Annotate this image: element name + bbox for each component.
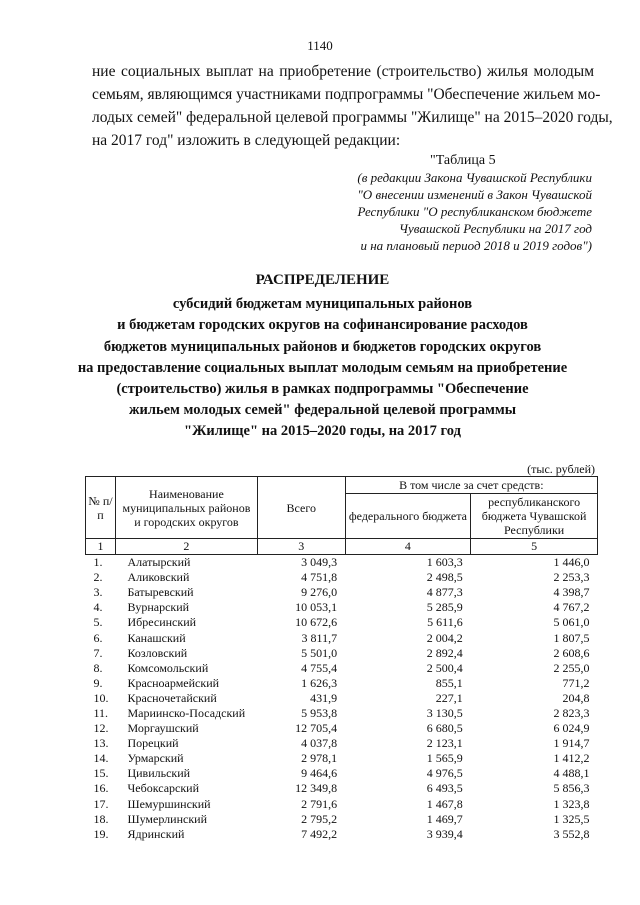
heading-line: бюджетов муниципальных районов и бюджетов городских округов (103, 338, 542, 355)
republic-cell: 3 552,8 (553, 826, 590, 841)
header-name: Наименование муниципальных районов и городских округов (115, 477, 257, 539)
row-number-cell: 4. (93, 600, 103, 615)
total-cell: 3 049,3 (301, 555, 338, 570)
header-group: В том числе за счет средств: (345, 477, 597, 494)
district-name-cell: Чебоксарский (127, 781, 200, 796)
total-cell: 2 791,6 (301, 796, 338, 811)
district-name-cell: Цивильский (127, 766, 191, 781)
federal-cell: 1 467,8 (426, 796, 463, 811)
header-num: № п/п (86, 477, 116, 539)
total-cell: 5 501,0 (301, 645, 338, 660)
heading-line: жильем молодых семей" федеральной целевой программы (128, 402, 517, 419)
republic-cell: 6 024,9 (553, 721, 590, 736)
intro-line: семьям, являющимся участниками подпрограммы "Обеспечение жильем мо- (92, 86, 601, 103)
republic-cell: 2 255,0 (553, 660, 590, 675)
table-row (86, 781, 598, 796)
federal-cell: 6 493,5 (426, 781, 463, 796)
header-republic: республиканского бюджета Чувашской Республики (471, 494, 598, 539)
federal-cell: 2 500,4 (426, 660, 463, 675)
total-cell: 12 349,8 (295, 781, 338, 796)
federal-cell: 3 130,5 (426, 705, 463, 720)
republic-cell: 1 807,5 (553, 630, 590, 645)
table-row (86, 797, 598, 812)
table-caption-line: и на плановый период 2018 и 2019 годов") (360, 238, 592, 253)
row-number-cell: 18. (93, 811, 109, 826)
units-label: (тыс. рублей) (527, 462, 595, 476)
row-number-cell: 9. (93, 675, 103, 690)
federal-cell: 1 603,3 (426, 555, 463, 570)
table-caption-line: "О внесении изменений в Закон Чувашской (357, 187, 592, 202)
intro-line: лодых семей" федеральной целевой программы "Жилище" на 2015–2020 годы, (92, 109, 613, 126)
table-row (86, 555, 598, 571)
intro-paragraph (92, 60, 613, 152)
federal-cell: 1 565,9 (426, 751, 463, 766)
district-name-cell: Моргаушский (127, 721, 199, 736)
republic-cell: 1 325,5 (553, 811, 590, 826)
district-name-cell: Мариинско-Посадский (127, 705, 246, 720)
federal-cell: 2 123,1 (426, 736, 463, 751)
row-number-cell: 8. (93, 660, 103, 675)
heading-line: субсидий бюджетам муниципальных районов (172, 296, 473, 313)
table-caption-line: (в редакции Закона Чувашской Республики (357, 170, 592, 185)
table-row (86, 646, 598, 661)
row-number-cell: 13. (93, 736, 109, 751)
table-caption-line: Чувашской Республики на 2017 год (399, 221, 592, 236)
row-number-cell: 1. (93, 555, 103, 570)
republic-cell: 2 253,3 (553, 570, 590, 585)
table-caption-line: Республики "О республиканском бюджете (357, 204, 592, 219)
district-name-cell: Ибресинский (127, 615, 197, 630)
total-cell: 12 705,4 (295, 721, 338, 736)
total-cell: 5 953,8 (301, 705, 338, 720)
federal-cell: 4 976,5 (426, 766, 463, 781)
index-cell: 1 (86, 539, 116, 555)
district-name-cell: Шумерлинский (127, 811, 208, 826)
index-cell: 3 (257, 539, 345, 555)
index-cell: 2 (115, 539, 257, 555)
intro-line: на 2017 год" изложить в следующей редакции: (92, 132, 401, 149)
republic-cell: 4 398,7 (553, 585, 590, 600)
table-row (86, 706, 598, 721)
row-number-cell: 6. (93, 630, 103, 645)
federal-cell: 2 892,4 (426, 645, 463, 660)
row-number-cell: 11. (93, 705, 109, 720)
table-row (86, 721, 598, 736)
republic-cell: 2 608,6 (553, 645, 590, 660)
district-name-cell: Комсомольский (127, 660, 209, 675)
republic-cell: 4 488,1 (553, 766, 590, 781)
row-number-cell: 14. (93, 751, 109, 766)
header-federal: федерального бюджета (345, 494, 471, 539)
federal-cell: 3 939,4 (426, 826, 463, 841)
total-cell: 9 464,6 (301, 766, 338, 781)
total-cell: 4 755,4 (301, 660, 338, 675)
total-cell: 2 795,2 (301, 811, 338, 826)
federal-cell: 6 680,5 (426, 721, 463, 736)
federal-cell: 4 877,3 (426, 585, 463, 600)
table-row (86, 751, 598, 766)
table-row (86, 736, 598, 751)
heading-line: "Жилище" на 2015–2020 годы, на 2017 год (184, 423, 461, 440)
total-cell: 431,9 (310, 690, 338, 705)
district-name-cell: Ядринский (127, 826, 185, 841)
row-number-cell: 5. (93, 615, 103, 630)
table-row (86, 691, 598, 706)
federal-cell: 5 285,9 (426, 600, 463, 615)
total-cell: 10 053,1 (295, 600, 338, 615)
republic-cell: 1 446,0 (553, 555, 590, 570)
federal-cell: 2 004,2 (426, 630, 463, 645)
row-number-cell: 3. (93, 585, 103, 600)
index-cell: 4 (345, 539, 471, 555)
row-number-cell: 16. (93, 781, 109, 796)
heading-line: (строительство) жилья в рамках подпрограммы "Обеспечение (116, 381, 529, 398)
total-cell: 1 626,3 (301, 675, 338, 690)
row-number-cell: 10. (93, 690, 109, 705)
total-cell: 4 037,8 (301, 736, 338, 751)
district-name-cell: Аликовский (127, 570, 190, 585)
row-number-cell: 15. (93, 766, 109, 781)
row-number-cell: 12. (93, 721, 109, 736)
republic-cell: 1 914,7 (553, 736, 590, 751)
heading-line: и бюджетам городских округов на софинансирование расходов (117, 317, 528, 334)
table-row (86, 615, 598, 630)
heading-main: РАСПРЕДЕЛЕНИЕ (255, 272, 390, 288)
row-number-cell: 7. (93, 645, 103, 660)
table-caption-title: "Таблица 5 (430, 153, 496, 168)
total-cell: 10 672,6 (295, 615, 338, 630)
subsidy-table (85, 476, 598, 842)
intro-line: ние социальных выплат на приобретение (строительство) жилья молодым (92, 63, 594, 80)
table-caption (330, 152, 592, 254)
total-cell: 3 811,7 (301, 630, 338, 645)
district-name-cell: Порецкий (127, 736, 179, 751)
index-cell: 5 (471, 539, 598, 555)
republic-cell: 5 061,0 (553, 615, 590, 630)
table-row (86, 585, 598, 600)
total-cell: 9 276,0 (301, 585, 338, 600)
table-row (86, 812, 598, 827)
document-heading (70, 270, 575, 443)
republic-cell: 1 323,8 (553, 796, 590, 811)
table-row (86, 600, 598, 615)
district-name-cell: Красночетайский (127, 690, 217, 705)
republic-cell: 1 412,2 (553, 751, 590, 766)
district-name-cell: Вурнарский (127, 600, 190, 615)
heading-line: на предоставление социальных выплат молодым семьям на приобретение (77, 359, 568, 376)
table-row (86, 676, 598, 691)
table-body (86, 555, 598, 842)
page-number: 1140 (307, 38, 333, 53)
table-row (86, 630, 598, 645)
total-cell: 4 751,8 (301, 570, 338, 585)
republic-cell: 771,2 (562, 675, 590, 690)
republic-cell: 2 823,3 (553, 705, 590, 720)
table-row (86, 827, 598, 842)
district-name-cell: Алатырский (127, 555, 191, 570)
republic-cell: 4 767,2 (553, 600, 590, 615)
federal-cell: 227,1 (435, 690, 463, 705)
federal-cell: 5 611,6 (427, 615, 463, 630)
table-row (86, 661, 598, 676)
federal-cell: 2 498,5 (426, 570, 463, 585)
federal-cell: 1 469,7 (426, 811, 463, 826)
total-cell: 2 978,1 (301, 751, 338, 766)
table-row (86, 766, 598, 781)
district-name-cell: Козловский (127, 645, 188, 660)
district-name-cell: Красноармейский (127, 675, 220, 690)
total-cell: 7 492,2 (301, 826, 338, 841)
header-total: Всего (257, 477, 345, 539)
federal-cell: 855,1 (435, 675, 463, 690)
district-name-cell: Канашский (127, 630, 186, 645)
republic-cell: 204,8 (562, 690, 590, 705)
row-number-cell: 19. (93, 826, 109, 841)
row-number-cell: 2. (93, 570, 103, 585)
table-row (86, 570, 598, 585)
district-name-cell: Урмарский (127, 751, 184, 766)
district-name-cell: Батыревский (127, 585, 194, 600)
row-number-cell: 17. (93, 796, 109, 811)
district-name-cell: Шемуршинский (127, 796, 211, 811)
republic-cell: 5 856,3 (553, 781, 590, 796)
